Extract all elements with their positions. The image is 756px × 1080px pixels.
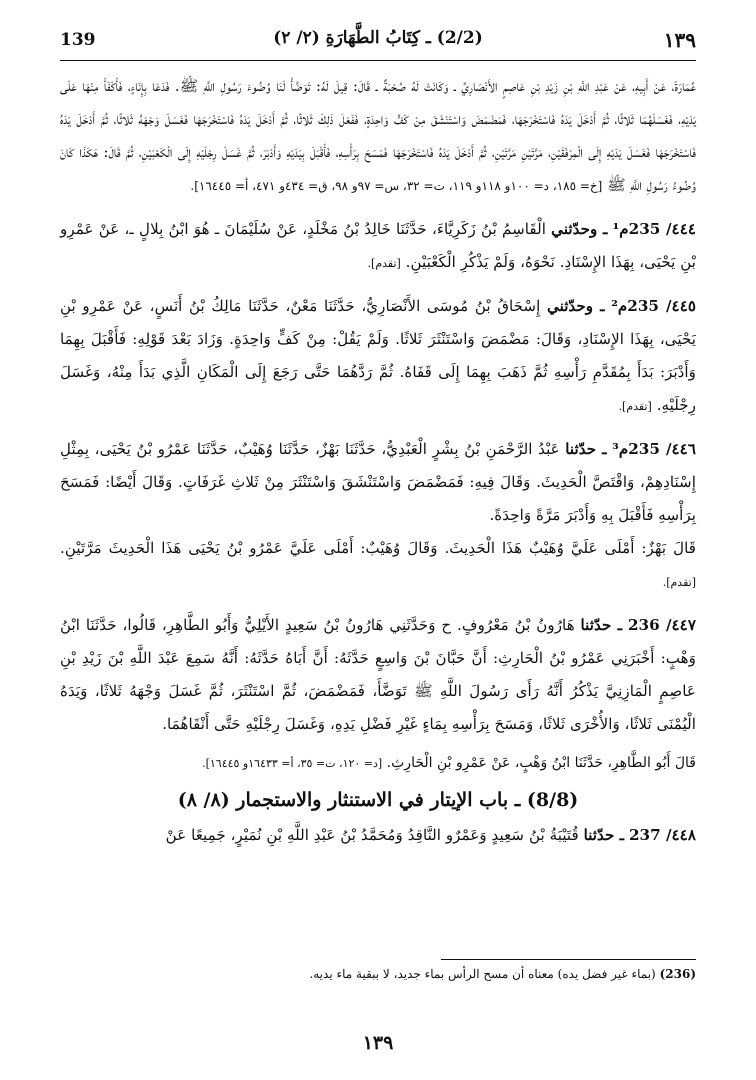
hadith-number: ٤٤٨/ 237 <box>628 826 696 844</box>
hadith-label: ـ حدّثنا <box>580 616 623 634</box>
hadith-sources: [تقدم]. <box>367 257 401 270</box>
note-sources: [د= ١٢٠، ت= ٣٥، أ= ١٦٤٣٣و ١٦٤٤٥]. <box>202 757 383 770</box>
page-number-arabic: ١٣٩ <box>663 28 696 52</box>
hadith-label: ـ وحدّثني <box>551 220 608 238</box>
hadith-sources: [تقدم]. <box>662 576 696 589</box>
hadith-number: ٤٤٤/ 235م¹ <box>612 220 697 238</box>
header-rule <box>60 60 696 61</box>
hadith-sources: [تقدم]. <box>618 400 652 413</box>
hadith-paragraph <box>60 433 696 532</box>
hadith-paragraph <box>60 532 696 599</box>
hadith-number: ٤٤٥/ 235م² <box>611 297 697 315</box>
hadith-label: ـ وحدّثني <box>546 297 605 315</box>
footnote-text: (بماء غير فضل يده) معناه أن مسح الرأس بماء جديد، لا ببقية ماء يديه. <box>309 967 656 981</box>
hadith-paragraph <box>60 290 696 423</box>
hadith-label: ـ حدّثنا <box>565 440 607 458</box>
hadith-sources: [خ= ١٨٥، د= ١٠٠و ١١٨و ١١٩، ت= ٣٢، س= ٩٧و ٩٨، ق= ٤٣٤و ٤٧١، أ= ١٦٤٤٥]. <box>190 179 603 193</box>
page-number-latin: 139 <box>60 30 96 50</box>
hadith-text: عَبْدُ الرَّحْمَنِ بْنُ بِشْرٍ الْعَبْدِيُّ، حَدَّثَنَا بَهْزٌ، حَدَّثَنَا وُهَيْبٌ، حَدَّثَنَا عَمْرُو بْنُ يَحْيَى، بِمِثْلِ إِسْنَادِهِمْ، وَاقْتَصَّ الْحَدِيثَ. وَقَالَ فِيهِ: فَمَضْمَضَ وَاسْتَنْشَقَ وَاسْتَنْثَرَ مِنْ ثَلاثِ غَرَفَاتٍ. وَقَالَ أَيْضًا: فَمَسَحَ بِرَأْسِهِ فَأَقْبَلَ بِهِ وَأَدْبَرَ مَرَّةً وَاحِدَةً. <box>60 440 696 524</box>
chapter-heading: (8/8) ـ باب الإيتار في الاستنثار والاستجمار (٨/ ٨) <box>177 789 579 811</box>
page-header <box>60 28 696 56</box>
hadith-paragraph <box>60 819 696 852</box>
hadith-text: قَالَ بَهْزٌ: أَمْلَى عَلَيَّ وُهَيْبٌ هَذَا الْحَدِيثَ. وَقَالَ وُهَيْبٌ: أَمْلَى عَلَيَّ عَمْرُو بْنُ يَحْيَى هَذَا الْحَدِيثَ مَرَّتَيْنِ. <box>60 539 696 557</box>
footnote-number: (236) <box>659 967 696 981</box>
narration-note <box>60 747 696 780</box>
hadith-paragraph <box>60 609 696 741</box>
hadith-text: هَارُونُ بْنُ مَعْرُوفٍ. ح وَحَدَّثَنِي هَارُونُ بْنُ سَعِيدٍ الأَيْلِيُّ وَأَبُو الطَّاهِرِ، قَالُوا، حَدَّثَنَا ابْنُ وَهْبٍ: أَخْبَرَنِي عَمْرُو بْنُ الْحَارِثِ: أَنَّ حَبَّانَ بْنَ وَاسِعٍ حَدَّثَهُ: أَنَّ أَبَاهُ حَدَّثَهُ: أَنَّهُ سَمِعَ عَبْدَ اللَّهِ بْنَ زَيْدِ بْنِ عَاصِمٍ الْمَازِنِيَّ يَذْكُرُ أَنَّهُ رَأَى رَسُولَ اللَّهِ ﷺ تَوَضَّأَ، فَمَضْمَضَ، ثُمَّ اسْتَنْثَرَ، ثُمَّ غَسَلَ وَجْهَهُ ثَلاثًا، وَيَدَهُ الْيُمْنَى ثَلاثًا، وَالأُخْرَى ثَلاثًا، وَمَسَحَ بِرَأْسِهِ بِمَاءٍ غَيْرِ فَضْلِ يَدِهِ، وَغَسَلَ رِجْلَيْهِ حَتَّى أَنْقَاهُمَا. <box>60 616 696 733</box>
main-text <box>60 70 696 852</box>
hadith-paragraph <box>60 70 696 203</box>
hadith-label: ـ حدّثنا <box>583 826 625 844</box>
hadith-text: إِسْحَاقُ بْنُ مُوسَى الأَنْصَارِيُّ، حَدَّثَنَا مَعْنٌ، حَدَّثَنَا مَالِكُ بْنُ أَنَسٍ، عَنْ عَمْرِو بْنِ يَحْيَى، بِهَذَا الإِسْنَادِ، وَقَالَ: مَضْمَضَ وَاسْتَنْثَرَ ثَلاثًا. وَلَمْ يَقُلْ: مِنْ كَفٍّ وَاحِدَةٍ. وَزَادَ بَعْدَ قَوْلِهِ: فَأَقْبَلَ بِهِمَا وَأَدْبَرَ: بَدَأَ بِمُقَدَّمِ رَأْسِهِ ثُمَّ ذَهَبَ بِهِمَا إِلَى قَفَاهُ. ثُمَّ رَدَّهُمَا حَتَّى رَجَعَ إِلَى الْمَكَانِ الَّذِي بَدَأَ مِنْهُ، وَغَسَلَ رِجْلَيْهِ. <box>60 297 696 414</box>
note-text: قَالَ أَبُو الطَّاهِرِ، حَدَّثَنَا ابْنُ وَهْبٍ، عَنْ عَمْرِو بْنِ الْحَارِثِ. <box>386 755 696 771</box>
hadith-text: عُمَارَةَ، عَنْ أَبِيهِ، عَنْ عَبْدِ اللَّهِ بْنِ زَيْدِ بْنِ عَاصِمٍ الأَنْصَارِيِّ ـ وَكَانَتْ لَهُ صُحْبَةٌ ـ قَالَ: قِيلَ لَهُ: تَوَضَّأْ لَنَا وُضُوءَ رَسُولِ اللَّهِ ﷺ. فَدَعَا بِإِنَاءٍ، فَأَكْفَأَ مِنْهَا عَلَى يَدَيْهِ، فَغَسَلَهُمَا ثَلاثًا، ثُمَّ أَدْخَلَ يَدَهُ فَاسْتَخْرَجَهَا، فَمَضْمَضَ وَاسْتَنْشَقَ مِنْ كَفٍّ وَاحِدَةٍ، فَفَعَلَ ذَلِكَ ثَلاثًا، ثُمَّ أَدْخَلَ يَدَهُ فَاسْتَخْرَجَهَا فَغَسَلَ وَجْهَهُ ثَلاثًا، ثُمَّ أَدْخَلَ يَدَهُ فَاسْتَخْرَجَهَا فَغَسَلَ يَدَيْهِ إِلَى الْمِرْفَقَيْنِ، مَرَّتَيْنِ مَرَّتَيْنِ، ثُمَّ أَدْخَلَ يَدَهُ فَاسْتَخْرَجَهَا فَمَسَحَ بِرَأْسِهِ، فَأَقْبَلَ بِيَدَيْهِ وَأَدْبَرَ، ثُمَّ غَسَلَ رِجْلَيْهِ إِلَى الْكَعْبَيْنِ، ثُمَّ قَالَ: هَكَذَا كَانَ وُضُوءُ رَسُولِ اللَّهِ ﷺ <box>60 77 696 194</box>
footnote <box>60 964 696 984</box>
footer-page-number: ١٣٩ <box>362 1032 394 1054</box>
footnote-rule <box>441 959 696 960</box>
hadith-paragraph <box>60 213 696 280</box>
running-title: (2/2) ـ كِتَابُ الطَّهَارَةِ (٢/ ٢) <box>273 28 483 48</box>
hadith-number: ٤٤٧/ 236 <box>627 616 696 634</box>
hadith-number: ٤٤٦/ 235م³ <box>612 440 696 458</box>
hadith-text: الْقَاسِمُ بْنُ زَكَرِيَّاءَ، حَدَّثَنَا خَالِدُ بْنُ مَخْلَدٍ، عَنْ سُلَيْمَانَ ـ هُوَ ابْنُ بِلالٍ ـ، عَنْ عَمْرِو بْنِ يَحْيَى، بِهَذَا الإِسْنَادِ. نَحْوَهُ، وَلَمْ يَذْكُرِ الْكَعْبَيْنِ. <box>60 220 696 271</box>
hadith-text: قُتَيْبَةُ بْنُ سَعِيدٍ وَعَمْرٌو النَّاقِدُ وَمُحَمَّدُ بْنُ عَبْدِ اللَّهِ بْنِ نُمَيْرٍ، جَمِيعًا عَنْ <box>165 826 579 844</box>
